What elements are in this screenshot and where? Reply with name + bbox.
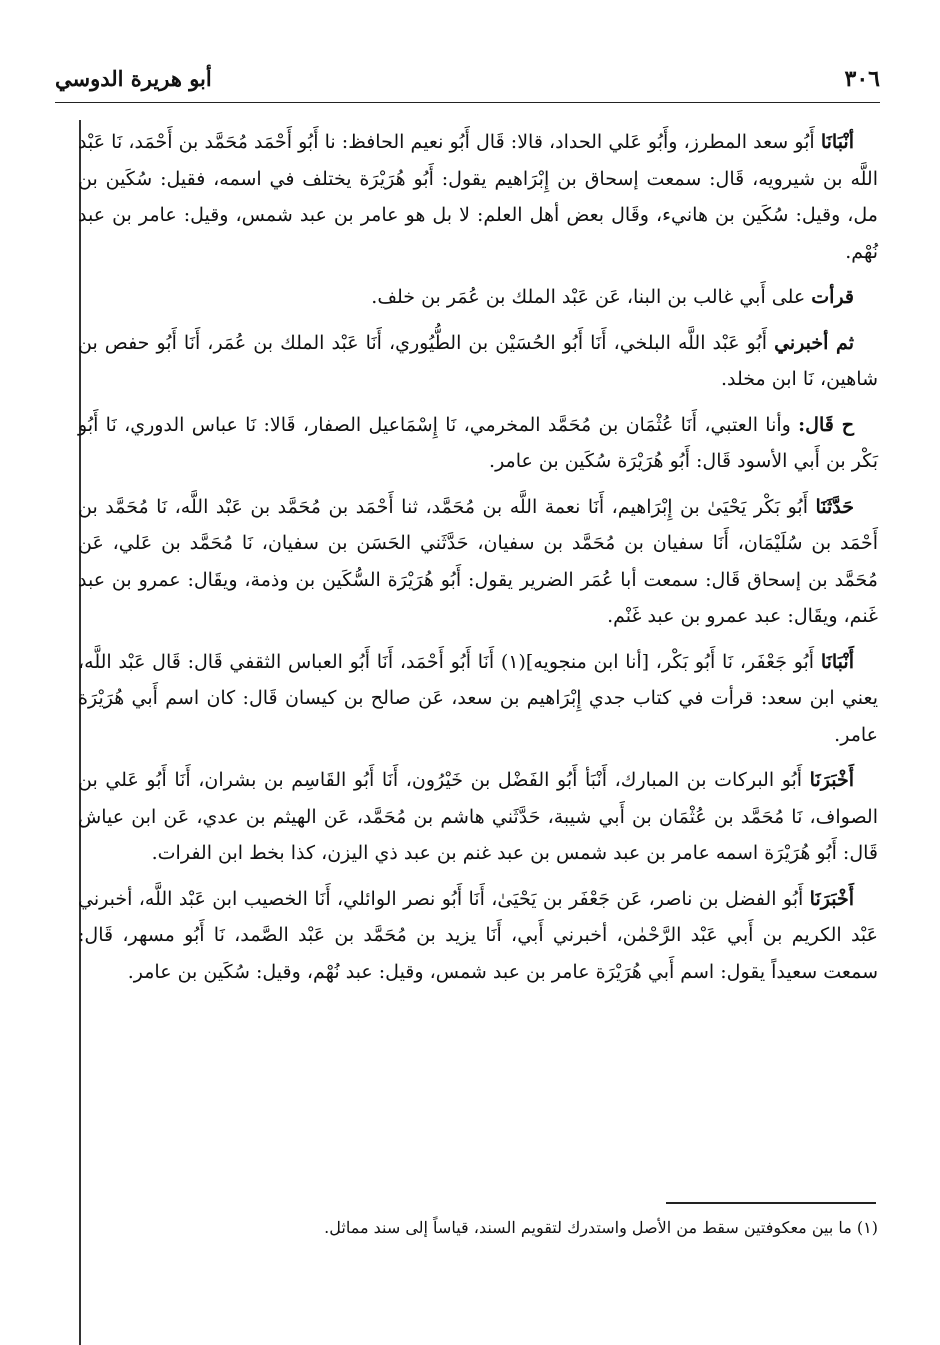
footnote-rule <box>666 1202 876 1204</box>
footnote: (١) ما بين معكوفتين سقط من الأصل واستدرك لتقويم السند، قياساً إلى سند مماثل. <box>324 1218 878 1237</box>
paragraph-text: على أَبي غالب بن البنا، عَن عَبْد الملك بن عُمَر بن خلف. <box>371 286 812 308</box>
paragraph-lead: أَخْبَرَنَا <box>809 887 854 910</box>
paragraph-lead: ح قَال: <box>798 413 854 436</box>
paragraph-lead: أنْبَانَا <box>820 131 854 153</box>
paragraph-text: أَبُو الفضل بن ناصر، عَن جَعْفَر بن يَحْيَىٰ، أَنَا أَبُو نصر الوائلي، أَنَا الخصيب ابن عَبْد اللَّه، أخبرني عَبْد الكريم بن أَبي عَبْد الرَّحْمٰن، أخبرني أَبي، أَنَا يزيد بن مُحَمَّد بن عَبْد الصَّمد، نَا أَبُو مسهر، قَال: سمعت سعيداً يقول: اسم أَبي هُرَيْرَة عامر بن عبد شمس، وقيل: عبد نُهْم، وقيل: سُكَين بن عامر. <box>78 887 878 983</box>
page-header <box>55 62 880 103</box>
body-text <box>78 124 878 999</box>
page-number: ٣٠٦ <box>844 66 880 92</box>
paragraph <box>78 325 878 398</box>
paragraph <box>78 762 878 872</box>
paragraph <box>78 124 878 270</box>
paragraph-text: وأنا العتبي، أَنَا عُثْمَان بن مُحَمَّد المخرمي، نَا إِسْمَاعيل الصفار، قَالا: نَا عباس الدوري، نَا أَبُو بَكْر بن أَبي الأسود قَال: أَبُو هُرَيْرَة سُكَين بن عامر. <box>78 413 878 472</box>
paragraph-lead: قرأت <box>811 286 854 308</box>
running-title: أبو هريرة الدوسي <box>55 66 212 91</box>
paragraph-lead: ثم أخبرني <box>774 331 854 354</box>
paragraph <box>78 489 878 635</box>
paragraph <box>78 881 878 991</box>
paragraph <box>78 644 878 754</box>
paragraph-text: أَبُو سعد المطرز، وأَبُو عَلي الحداد، قالا: قَال أَبُو نعيم الحافظ: نا أَبُو أَحْمَد مُحَمَّد بن أَحْمَد، نَا عَبْد اللَّه بن شيرويه، قَال: سمعت إسحاق بن إِبْرَاهيم يقول: أَبُو هُرَيْرَة يختلف في اسمه، فقيل: سُكَين بن مل، وقيل: سُكَين بن هانيء، وقَال بعض أهل العلم: لا بل هو عامر بن عبد شمس، وقيل: عامر بن عبد نُهْم. <box>78 131 878 263</box>
paragraph-lead: أَنْبَانَا <box>820 650 854 673</box>
paragraph-lead: حَدَّثَنَا <box>815 495 854 518</box>
paragraph-lead: أَخْبَرَنَا <box>809 769 854 791</box>
paragraph <box>78 279 878 316</box>
paragraph-text: أَبُو جَعْفَر، نَا أَبُو بَكْر، [أنا ابن منجويه](١) أَنَا أَبُو أَحْمَد، أَنَا أَبُو العباس الثقفي قَال: قَال عَبْد اللَّه، يعني ابن سعد: قرأت في كتاب جدي إِبْرَاهيم بن سعد، عَن صالح بن كيسان قَال: كان اسم أَبي هُرَيْرَة عامر. <box>78 650 878 746</box>
paragraph <box>78 407 878 480</box>
paragraph-text: أَبُو عَبْد اللَّه البلخي، أَنَا أَبُو الحُسَيْن بن الطُّيُوري، أَنَا عَبْد الملك بن عُمَر، أَنَا أَبُو حفص بن شاهين، نَا ابن مخلد. <box>78 331 878 390</box>
paragraph-text: أَبُو البركات بن المبارك، أَنْبَأ أَبُو الفَضْل بن خَيْرُون، أَنَا أَبُو القَاسِم بن بشران، أَنَا أَبُو عَلي بن الصواف، نَا مُحَمَّد بن عُثْمَان بن أَبي شيبة، حَدَّثَني هاشم بن مُحَمَّد، عَن الهيثم بن عدي، عَن ابن عياش قَال: أَبُو هُرَيْرَة اسمه عامر بن عبد شمس بن عبد غنم بن عبد ذي اليزن، كذا بخط ابن الفرات. <box>78 769 878 864</box>
paragraph-text: أَبُو بَكْر يَحْيَىٰ بن إِبْرَاهيم، أَنَا نعمة اللَّه بن مُحَمَّد، ثنا أَحْمَد بن مُحَمَّد بن عَبْد اللَّه، نَا مُحَمَّد بن أَحْمَد بن سُلَيْمَان، أَنَا سفيان بن مُحَمَّد بن سفيان، حَدَّثَني الحَسَن بن سفيان، نَا مُحَمَّد بن عَلي، عَن مُحَمَّد بن إسحاق قَال: سمعت أبا عُمَر الضرير يقول: أَبُو هُرَيْرَة السُّكَين بن وذمة، ويقَال: عمرو بن عبد غَنم، ويقَال: عبد عمرو بن عبد غَنْم. <box>78 495 878 627</box>
